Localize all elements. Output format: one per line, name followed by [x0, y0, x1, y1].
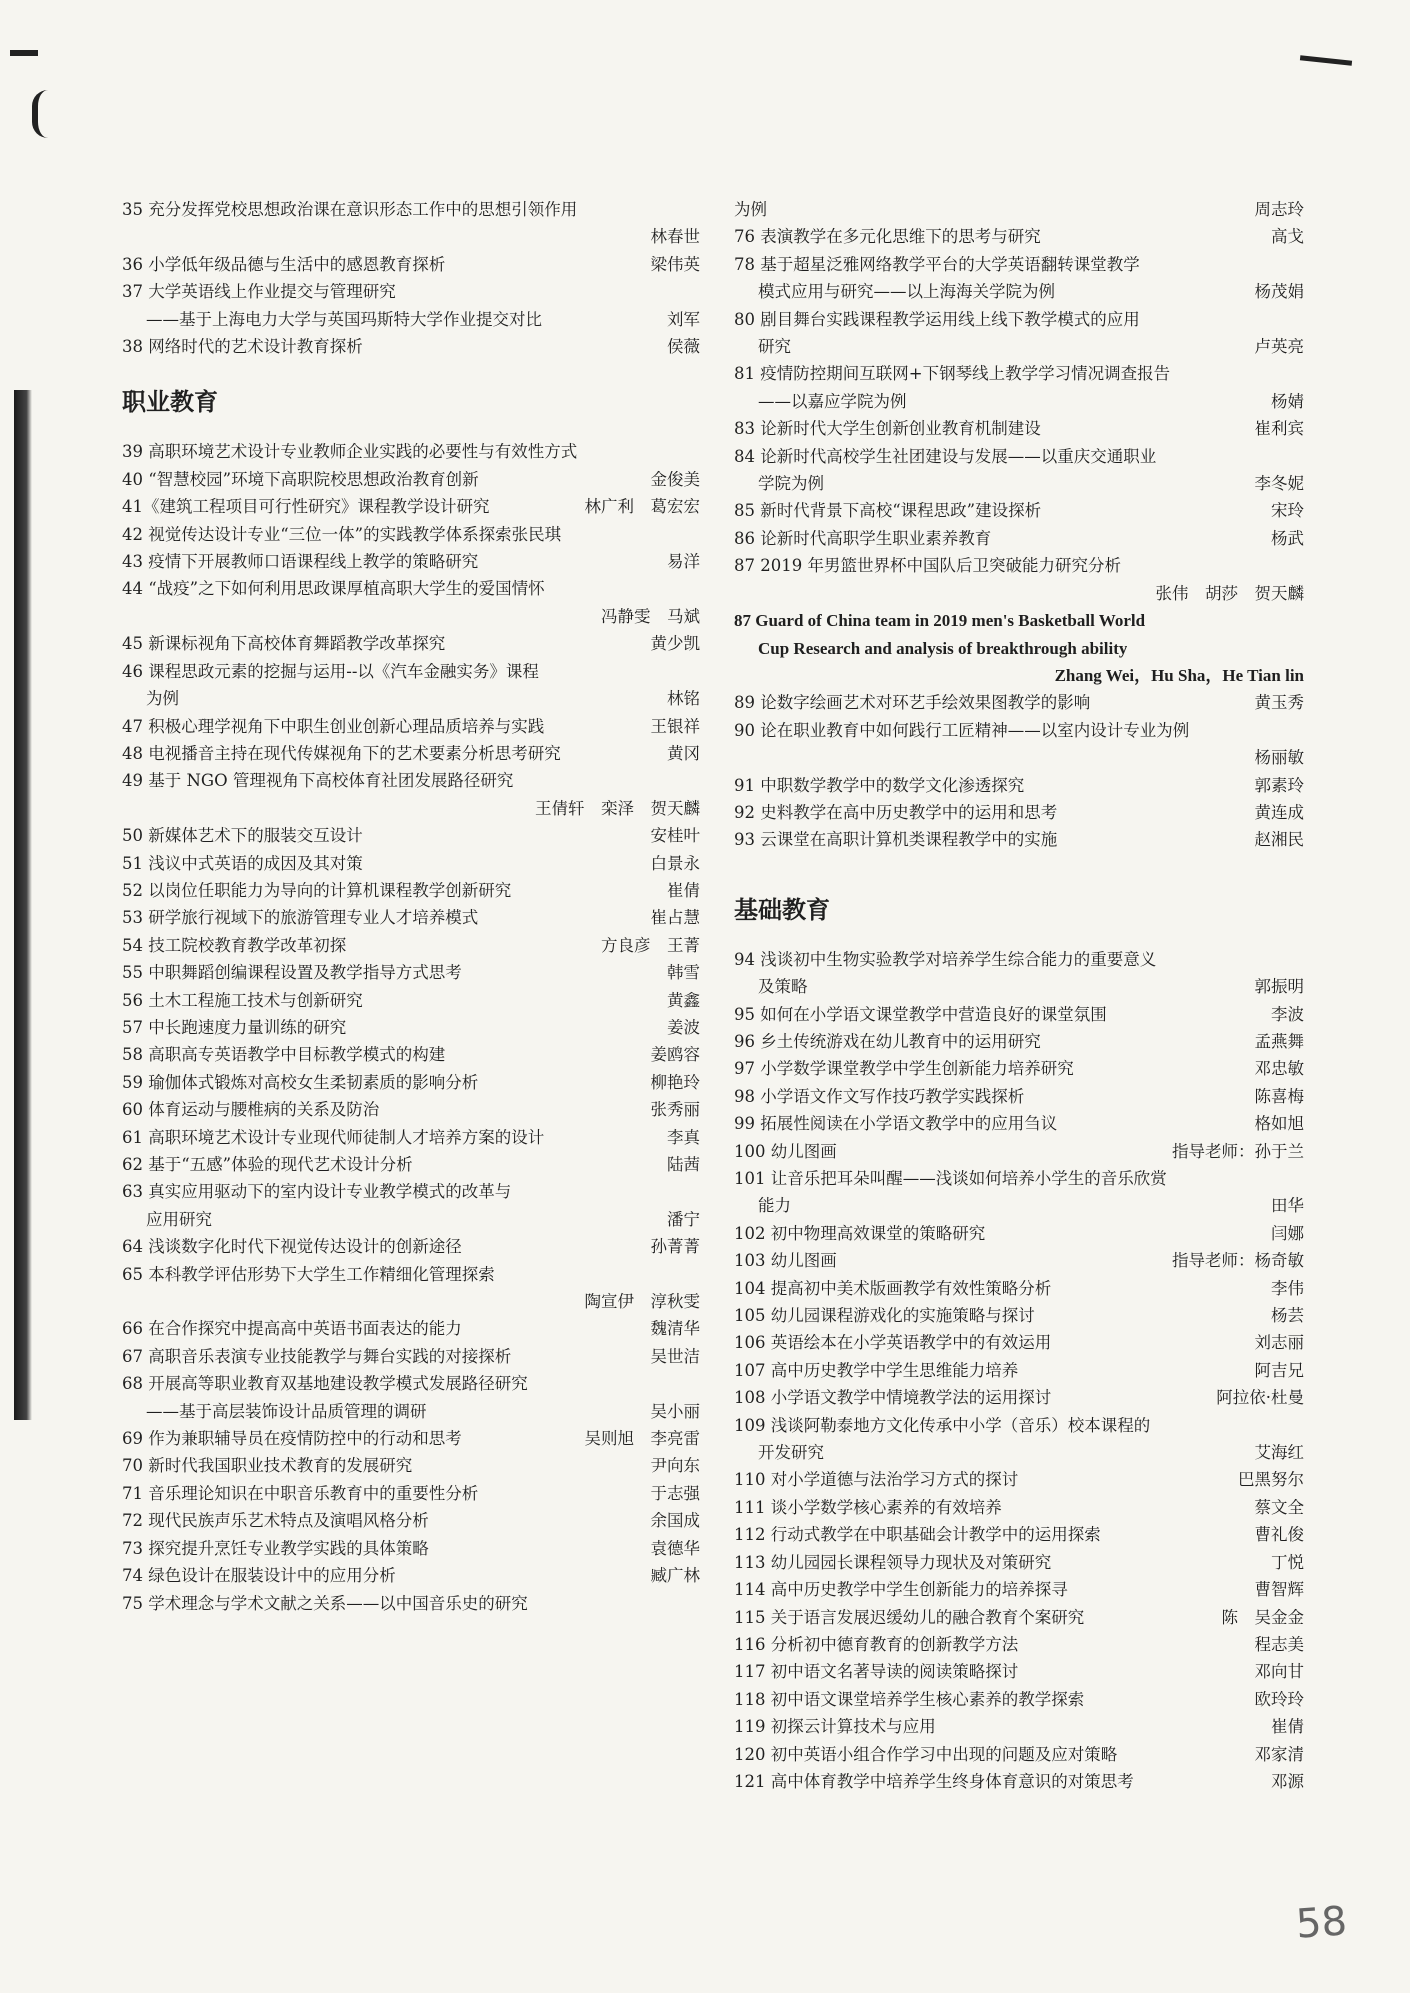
entry-author: 邓源: [1271, 1771, 1304, 1791]
toc-entry: [734, 1768, 1304, 1795]
entry-title-line: 110 对小学道德与法治学习方式的探讨: [734, 1470, 1019, 1490]
entry-title-line: 95 如何在小学语文课堂教学中营造良好的课堂氛围: [734, 1004, 1107, 1024]
entry-author: 张秀丽: [650, 1100, 700, 1120]
entry-title-line: 111 谈小学数学核心素养的有效培养: [734, 1497, 1002, 1517]
entry-title-line: 50 新媒体艺术下的服装交互设计: [122, 826, 363, 846]
scan-mark: [32, 90, 48, 138]
entry-title-line: 35 充分发挥党校思想政治课在意识形态工作中的思想引领作用: [122, 200, 578, 219]
entry-title-line: 42 视觉传达设计专业“三位一体”的实践教学体系探索张民琪: [122, 524, 562, 544]
toc-entry: [122, 1480, 700, 1507]
entry-author: 格如旭: [1254, 1114, 1304, 1134]
entry-title-line: 83 论新时代大学生创新创业教育机制建设: [734, 419, 1041, 439]
toc-entry: [122, 767, 700, 822]
toc-entry: [122, 466, 700, 493]
toc-entry: [122, 548, 700, 575]
scan-binding-shadow: [14, 390, 32, 1420]
entry-title-line: 116 分析初中德育教育的创新教学方法: [734, 1634, 1019, 1654]
toc-entry: [122, 521, 700, 548]
entry-title-line: 118 初中语文课堂培养学生核心素养的教学探索: [734, 1689, 1085, 1709]
entry-title-line: 74 绿色设计在服装设计中的应用分析: [122, 1566, 396, 1586]
toc-entry: [734, 1686, 1304, 1713]
entry-author: 指导老师：孙于兰: [1172, 1141, 1304, 1161]
toc-entry: [734, 799, 1304, 826]
toc-entry: [122, 493, 700, 520]
entry-author: 林铭: [667, 689, 700, 709]
entry-author: 金俊美: [650, 469, 700, 489]
entry-author: 郭素玲: [1254, 775, 1304, 795]
toc-entry: [122, 630, 700, 657]
toc-entry: [122, 1370, 700, 1425]
entry-title-line: 71 音乐理论知识在中职音乐教育中的重要性分析: [122, 1483, 479, 1503]
entry-author: 安桂叶: [650, 826, 700, 846]
entry-title-line: 99 拓展性阅读在小学语文教学中的应用刍议: [734, 1114, 1058, 1134]
entry-title-line: ——基于上海电力大学与英国玛斯特大学作业提交对比: [146, 309, 542, 329]
entry-title-line: 72 现代民族声乐艺术特点及演唱风格分析: [122, 1511, 429, 1531]
entry-title-line: 41《建筑工程项目可行性研究》课程教学设计研究: [122, 497, 490, 517]
entry-title-line: 58 高职高专英语教学中目标教学模式的构建: [122, 1045, 446, 1065]
toc-entry: [122, 1069, 700, 1096]
entry-author: 刘志丽: [1254, 1333, 1304, 1353]
entry-author: 梁伟英: [650, 254, 700, 274]
entry-author: 白景永: [650, 853, 700, 873]
entry-title-line: 能力: [758, 1196, 791, 1216]
toc-entry: [122, 333, 700, 360]
toc-entry: [122, 1452, 700, 1479]
entry-title-line: 43 疫情下开展教师口语课程线上教学的策略研究: [122, 552, 479, 572]
entry-title-line: 84 论新时代高校学生社团建设与发展——以重庆交通职业: [734, 446, 1157, 466]
entry-author: 李波: [1271, 1004, 1304, 1024]
entry-title-line: 36 小学低年级品德与生活中的感恩教育探析: [122, 254, 446, 274]
toc-entry: [122, 1233, 700, 1260]
entry-author: 孟燕舞: [1254, 1031, 1304, 1051]
entry-author: 阿拉依·杜曼: [1216, 1388, 1304, 1408]
entry-author: 刘军: [667, 309, 700, 329]
toc-entry: [734, 826, 1304, 853]
right-column: [734, 196, 1304, 1795]
entry-title-line: 学院为例: [758, 474, 824, 494]
entry-author: 崔占慧: [650, 908, 700, 928]
entry-title-line: 86 论新时代高职学生职业素养教育: [734, 528, 992, 548]
entry-author: 杨芸: [1271, 1306, 1304, 1326]
toc-entry: [734, 360, 1304, 415]
toc-entry: [734, 1302, 1304, 1329]
toc-entry: [734, 415, 1304, 442]
entry-author: 卢英亮: [1254, 337, 1304, 357]
entry-author: 崔利宾: [1254, 419, 1304, 439]
toc-entry: [734, 1055, 1304, 1082]
entry-title-line: 59 瑜伽体式锻炼对高校女生柔韧素质的影响分析: [122, 1072, 479, 1092]
entry-author: 陈喜梅: [1254, 1086, 1304, 1106]
entry-author: 李冬妮: [1254, 474, 1304, 494]
toc-entry: [122, 1343, 700, 1370]
entry-author: 陶宣伊 淳秋雯: [584, 1292, 700, 1312]
toc-entry: [734, 196, 1304, 223]
entry-author: 易洋: [667, 552, 700, 572]
toc-entry: [734, 1220, 1304, 1247]
entry-title-line: 109 浅谈阿勒泰地方文化传承中小学（音乐）校本课程的: [734, 1415, 1151, 1435]
entry-author: 陆茜: [667, 1155, 700, 1174]
entry-author: 蔡文全: [1254, 1497, 1304, 1517]
toc-entry: [122, 932, 700, 959]
entry-author: 艾海红: [1254, 1443, 1304, 1463]
toc-entry: [734, 1384, 1304, 1411]
entry-author: 李真: [667, 1127, 700, 1147]
entry-author: 袁德华: [650, 1538, 700, 1558]
toc-entry: [122, 1562, 700, 1589]
entry-title-line: 121 高中体育教学中培养学生终身体育意识的对策思考: [734, 1771, 1134, 1791]
entry-title-line: 57 中长跑速度力量训练的研究: [122, 1017, 347, 1037]
toc-entry: [734, 1083, 1304, 1110]
entry-title-line: 92 史料教学在高中历史教学中的运用和思考: [734, 802, 1058, 822]
entry-author: 阿吉兄: [1254, 1360, 1304, 1380]
entry-author: 吴则旭 李亮雷: [584, 1429, 700, 1449]
entry-title-line: 73 探究提升烹饪专业教学实践的具体策略: [122, 1538, 429, 1558]
entry-title-line: 100 幼儿图画: [734, 1141, 837, 1161]
entry-title-line: 98 小学语文作文写作技巧教学实践探析: [734, 1086, 1025, 1106]
entry-title-line: 80 剧目舞台实践课程教学运用线上线下教学模式的应用: [734, 309, 1140, 329]
toc-entry: [122, 850, 700, 877]
entry-author: 林春世: [650, 227, 700, 247]
entry-title-line: 87 2019 年男篮世界杯中国队后卫突破能力研究分析: [734, 556, 1121, 576]
entry-title-line: 63 真实应用驱动下的室内设计专业教学模式的改革与: [122, 1182, 512, 1202]
entry-title-line: 97 小学数学课堂教学中学生创新能力培养研究: [734, 1059, 1074, 1079]
toc-entry: [734, 497, 1304, 524]
entry-title-line: 44 “战疫”之下如何利用思政课厚植高职大学生的爱国情怀: [122, 579, 545, 599]
toc-entry: [734, 1138, 1304, 1165]
toc-entry: [734, 1412, 1304, 1467]
toc-entry: [734, 1549, 1304, 1576]
entry-author: 崔倩: [667, 880, 700, 900]
entry-title-line: 75 学术理念与学术文献之关系——以中国音乐史的研究: [122, 1593, 528, 1613]
toc-entry: [734, 443, 1304, 498]
entry-title-line: 113 幼儿园园长课程领导力现状及对策研究: [734, 1552, 1052, 1572]
entry-title-line: 53 研学旅行视域下的旅游管理专业人才培养模式: [122, 908, 479, 928]
entry-author: 黄鑫: [667, 990, 700, 1010]
entry-title-line: 117 初中语文名著导读的阅读策略探讨: [734, 1662, 1019, 1682]
entry-title-line: 102 初中物理高效课堂的策略研究: [734, 1223, 986, 1243]
entry-title-line: 40 “智慧校园”环境下高职院校思想政治教育创新: [122, 469, 479, 489]
toc-entry: [122, 904, 700, 931]
toc-entry: [734, 306, 1304, 361]
entry-author: 尹向东: [650, 1456, 700, 1476]
toc-entry: [122, 1096, 700, 1123]
entry-author: 周志玲: [1254, 200, 1304, 219]
toc-entry: [122, 1041, 700, 1068]
entry-author: 韩雪: [667, 963, 700, 983]
toc-entry: [734, 1466, 1304, 1493]
entry-author: 臧广林: [650, 1566, 700, 1586]
toc-entry: [734, 552, 1304, 607]
entry-author: 曹智辉: [1254, 1580, 1304, 1600]
entry-author: 杨丽敏: [1254, 748, 1304, 768]
entry-title-line: 模式应用与研究——以上海海关学院为例: [758, 282, 1055, 302]
entry-title-line: 62 基于“五感”体验的现代艺术设计分析: [122, 1155, 413, 1174]
toc-entry: [122, 713, 700, 740]
toc-entry: [122, 438, 700, 465]
toc-entry: [734, 1658, 1304, 1685]
entry-author: 曹礼俊: [1254, 1525, 1304, 1545]
toc-entry: [122, 1261, 700, 1316]
spacer: [734, 854, 1304, 868]
entry-author: 李伟: [1271, 1278, 1304, 1298]
toc-entry: [734, 689, 1304, 716]
entry-title-line: 68 开展高等职业教育双基地建设教学模式发展路径研究: [122, 1374, 528, 1394]
entry-author: 杨婧: [1271, 391, 1304, 411]
entry-author: 邓向甘: [1254, 1662, 1304, 1682]
toc-entry: [122, 196, 700, 251]
toc-entry: [122, 575, 700, 630]
entry-title-line: 105 幼儿园课程游戏化的实施策略与探讨: [734, 1306, 1035, 1326]
scan-mark: [1300, 55, 1352, 65]
toc-entry: [734, 1631, 1304, 1658]
entry-title-line: 70 新时代我国职业技术教育的发展研究: [122, 1456, 413, 1476]
entry-author: 王倩轩 栾泽 贺天麟: [535, 798, 700, 818]
entry-author: 方良彦 王菁: [601, 935, 700, 955]
entry-title-line: 119 初探云计算技术与应用: [734, 1717, 936, 1737]
entry-author: 邓忠敏: [1254, 1059, 1304, 1079]
entry-title-line: 76 表演教学在多元化思维下的思考与研究: [734, 227, 1041, 247]
entry-title-line: 39 高职环境艺术设计专业教师企业实践的必要性与有效性方式: [122, 442, 578, 462]
entry-title-line: 46 课程思政元素的挖掘与运用--以《汽车金融实务》课程: [122, 661, 539, 681]
toc-entry: [734, 223, 1304, 250]
toc-entry: [122, 987, 700, 1014]
toc-entry: [734, 1329, 1304, 1356]
entry-title-line: 112 行动式教学在中职基础会计教学中的运用探索: [734, 1525, 1101, 1545]
page-number: 58: [1294, 1898, 1349, 1948]
entry-author: 郭振明: [1254, 977, 1304, 997]
entry-author: 巴黑努尔: [1238, 1470, 1304, 1490]
entry-author: 闫娜: [1271, 1223, 1304, 1243]
entry-author: 丁悦: [1271, 1552, 1304, 1572]
entry-author: 吴小丽: [650, 1401, 700, 1421]
entry-title-line: 93 云课堂在高职计算机类课程教学中的实施: [734, 830, 1058, 850]
toc-entry: [734, 772, 1304, 799]
entry-title-line: 47 积极心理学视角下中职生创业创新心理品质培养与实践: [122, 716, 545, 736]
entry-author: 张伟 胡莎 贺天麟: [1155, 583, 1304, 603]
toc-entry: [734, 1247, 1304, 1274]
entry-title-line: 106 英语绘本在小学英语教学中的有效运用: [734, 1333, 1052, 1353]
entry-author: 林广利 葛宏宏: [584, 497, 700, 517]
entry-title-line: 65 本科教学评估形势下大学生工作精细化管理探索: [122, 1264, 495, 1284]
toc-entry: [122, 1315, 700, 1342]
entry-author: 陈 吴金金: [1221, 1607, 1304, 1627]
toc-entry: [734, 525, 1304, 552]
entry-title-line: 89 论数字绘画艺术对环艺手绘效果图教学的影响: [734, 693, 1091, 713]
toc-entry: [734, 251, 1304, 306]
entry-author: 潘宁: [667, 1209, 700, 1229]
toc-entry: [122, 877, 700, 904]
entry-title-line: 94 浅谈初中生物实验教学对培养学生综合能力的重要意义: [734, 949, 1157, 969]
entry-title-line: 90 论在职业教育中如何践行工匠精神——以室内设计专业为例: [734, 720, 1190, 740]
entry-author: 崔倩: [1271, 1717, 1304, 1737]
entry-title-line: ——基于高层装饰设计品质管理的调研: [146, 1401, 427, 1421]
entry-title-line: 81 疫情防控期间互联网+下钢琴线上教学学习情况调查报告: [734, 364, 1171, 384]
entry-title-line: 开发研究: [758, 1443, 824, 1463]
entry-title-line: 45 新课标视角下高校体育舞蹈教学改革探究: [122, 634, 446, 654]
entry-author: 程志美: [1254, 1634, 1304, 1654]
entry-title-line: 96 乡土传统游戏在幼儿教育中的运用研究: [734, 1031, 1041, 1051]
entry-title-line: 61 高职环境艺术设计专业现代师徒制人才培养方案的设计: [122, 1127, 545, 1147]
section-heading: 基础教育: [734, 895, 830, 924]
entry-title-line: 60 体育运动与腰椎病的关系及防治: [122, 1100, 380, 1120]
entry-title-line: 78 基于超星泛雅网络教学平台的大学英语翻转课堂教学: [734, 254, 1140, 274]
toc-entry: [734, 717, 1304, 772]
entry-title-line: 91 中职数学教学中的数学文化渗透探究: [734, 775, 1025, 795]
entry-title-line: 及策略: [758, 977, 808, 997]
entry-author: 魏清华: [650, 1319, 700, 1339]
toc-entry: [122, 251, 700, 278]
toc-entry: [734, 1357, 1304, 1384]
toc-entry: [734, 1521, 1304, 1548]
entry-title-line: 研究: [758, 337, 791, 357]
entry-title-line: 52 以岗位任职能力为导向的计算机课程教学创新研究: [122, 880, 512, 900]
toc-entry: [734, 1110, 1304, 1137]
section-heading: 职业教育: [122, 388, 218, 417]
toc-entry: [122, 1151, 700, 1178]
toc-entry: [122, 658, 700, 713]
toc-entry: [734, 1275, 1304, 1302]
entry-author: 黄少凯: [650, 634, 700, 654]
entry-author: 欧玲玲: [1254, 1689, 1304, 1709]
entry-title-line: 应用研究: [146, 1209, 212, 1229]
entry-title-line: 37 大学英语线上作业提交与管理研究: [122, 282, 396, 302]
entry-author: 余国成: [650, 1511, 700, 1531]
toc-entry: [734, 1028, 1304, 1055]
toc-entry: [734, 946, 1304, 1001]
entry-author: 杨茂娟: [1254, 282, 1304, 302]
entry-author: 黄冈: [667, 743, 700, 763]
entry-author: 姜波: [667, 1017, 700, 1037]
toc-entry: [122, 959, 700, 986]
entry-author: 黄玉秀: [1254, 693, 1304, 713]
entry-author: 指导老师：杨奇敏: [1172, 1251, 1304, 1271]
entry-title-line: 87 Guard of China team in 2019 men's Basketball World: [734, 611, 1146, 631]
entry-title-line: 49 基于 NGO 管理视角下高校体育社团发展路径研究: [122, 771, 514, 791]
entry-author: 邓家清: [1254, 1744, 1304, 1764]
entry-author: 吴世洁: [650, 1346, 700, 1366]
entry-title-line: 114 高中历史教学中学生创新能力的培养探寻: [734, 1580, 1068, 1600]
entry-author: 侯薇: [667, 337, 700, 357]
entry-title-line: 54 技工院校教育教学改革初探: [122, 935, 347, 955]
entry-author: 田华: [1271, 1196, 1304, 1216]
entry-title-line: 55 中职舞蹈创编课程设置及教学指导方式思考: [122, 963, 462, 983]
entry-title-line: 120 初中英语小组合作学习中出现的问题及应对策略: [734, 1744, 1118, 1764]
left-column: [122, 196, 700, 1617]
toc-entry: [734, 1604, 1304, 1631]
toc-entry: [122, 740, 700, 767]
entry-author: 赵湘民: [1254, 830, 1304, 850]
toc-entry: [734, 1165, 1304, 1220]
entry-title-line: 103 幼儿图画: [734, 1251, 837, 1271]
entry-author: 黄连成: [1254, 802, 1304, 822]
toc-entry: [122, 1014, 700, 1041]
entry-title-line: ——以嘉应学院为例: [758, 391, 907, 411]
entry-author: 高戈: [1271, 227, 1304, 247]
entry-title-line: 115 关于语言发展迟缓幼儿的融合教育个案研究: [734, 1607, 1085, 1627]
entry-title-line: 108 小学语文教学中情境教学法的运用探讨: [734, 1388, 1052, 1408]
toc-entry: [734, 1001, 1304, 1028]
toc-entry: [122, 278, 700, 333]
entry-title-line: 67 高职音乐表演专业技能教学与舞台实践的对接探析: [122, 1346, 512, 1366]
toc-entry: [122, 1124, 700, 1151]
entry-author: 冯静雯 马斌: [601, 606, 700, 626]
toc-entry: [122, 1425, 700, 1452]
toc-entry: [734, 1576, 1304, 1603]
entry-author: 于志强: [650, 1483, 700, 1503]
entry-title-line: 51 浅议中式英语的成因及其对策: [122, 853, 363, 873]
scan-mark: [10, 50, 38, 56]
entry-title-line: 107 高中历史教学中学生思维能力培养: [734, 1360, 1019, 1380]
entry-title-line: 69 作为兼职辅导员在疫情防控中的行动和思考: [122, 1429, 462, 1449]
entry-title-line: 38 网络时代的艺术设计教育探析: [122, 337, 363, 357]
entry-title-line: 48 电视播音主持在现代传媒视角下的艺术要素分析思考研究: [122, 743, 561, 763]
entry-title-line: 66 在合作探究中提高高中英语书面表达的能力: [122, 1319, 462, 1339]
entry-title-line: 104 提高初中美术版画教学有效性策略分析: [734, 1278, 1052, 1298]
toc-entry: [734, 1713, 1304, 1740]
toc-entry: [734, 1494, 1304, 1521]
toc-entry: [734, 607, 1304, 689]
entry-author: 姜鸥容: [650, 1045, 700, 1065]
entry-title-line: 64 浅谈数字化时代下视觉传达设计的创新途径: [122, 1237, 462, 1257]
entry-author: 王银祥: [650, 716, 700, 736]
entry-author: 孙菁菁: [650, 1237, 700, 1257]
toc-entry: [734, 1741, 1304, 1768]
entry-author: Zhang Wei，Hu Sha，He Tian lin: [1054, 665, 1304, 685]
entry-author: 宋玲: [1271, 501, 1304, 521]
entry-title-line: 56 土木工程施工技术与创新研究: [122, 990, 363, 1010]
entry-author: 柳艳玲: [650, 1072, 700, 1092]
entry-title-line: 为例: [734, 200, 767, 219]
toc-entry: [122, 1507, 700, 1534]
toc-entry: [122, 1535, 700, 1562]
toc-entry: [122, 822, 700, 849]
entry-author: 杨武: [1271, 528, 1304, 548]
entry-title-line: 101 让音乐把耳朵叫醒——浅谈如何培养小学生的音乐欣赏: [734, 1169, 1167, 1188]
toc-entry: [122, 1178, 700, 1233]
toc-entry: [122, 1590, 700, 1617]
entry-title-line: 为例: [146, 689, 179, 709]
entry-title-line: Cup Research and analysis of breakthrough ability: [758, 638, 1128, 658]
entry-title-line: 85 新时代背景下高校“课程思政”建设探析: [734, 501, 1042, 521]
